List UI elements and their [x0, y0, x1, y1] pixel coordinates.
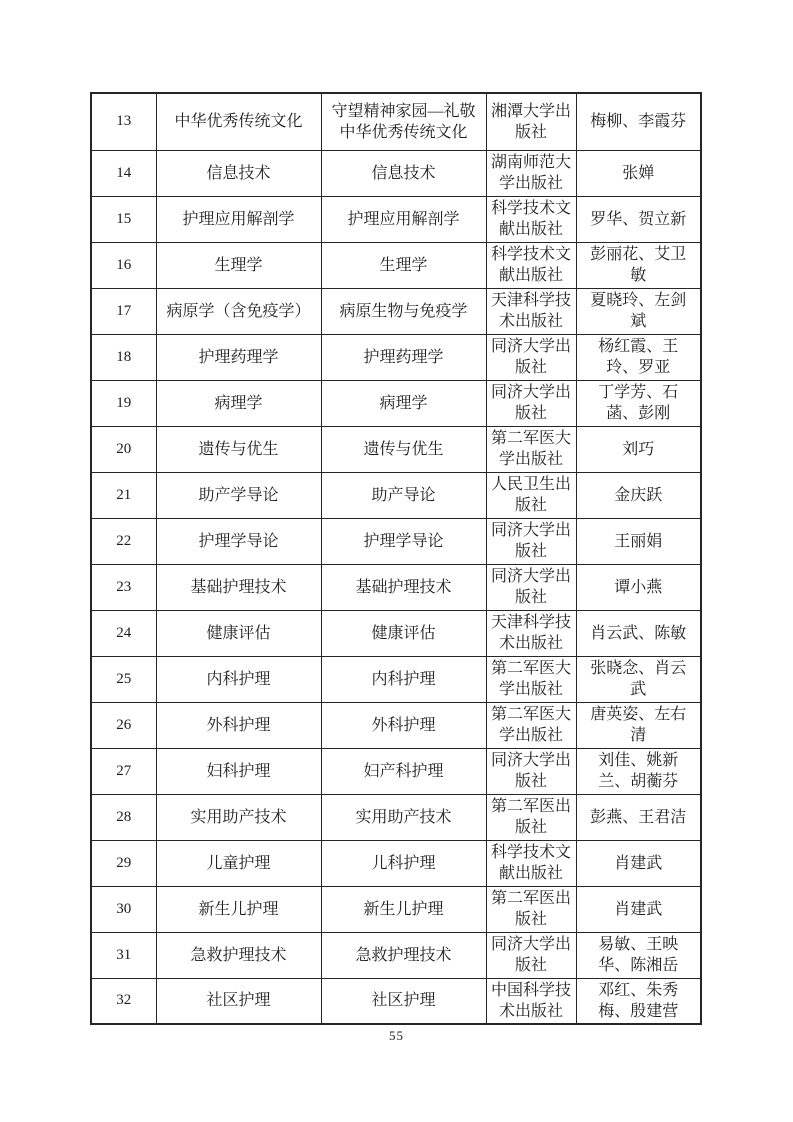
row-number-cell: 16 — [91, 242, 156, 288]
course-name-cell: 生理学 — [156, 242, 321, 288]
course-name-cell: 急救护理技术 — [156, 932, 321, 978]
publisher-cell: 湘潭大学出版社 — [486, 93, 576, 150]
course-name-cell: 健康评估 — [156, 610, 321, 656]
authors-cell: 刘佳、姚新兰、胡蘅芬 — [576, 748, 701, 794]
publisher-cell: 天津科学技术出版社 — [486, 610, 576, 656]
row-number-cell: 18 — [91, 334, 156, 380]
course-name-cell: 外科护理 — [156, 702, 321, 748]
authors-cell: 唐英姿、左右清 — [576, 702, 701, 748]
table-row — [91, 748, 701, 794]
publisher-cell: 同济大学出版社 — [486, 748, 576, 794]
row-number-cell: 14 — [91, 150, 156, 196]
authors-cell: 王丽娟 — [576, 518, 701, 564]
textbook-table — [90, 92, 702, 1025]
textbook-name-cell: 内科护理 — [321, 656, 486, 702]
textbook-name-cell: 遗传与优生 — [321, 426, 486, 472]
course-name-cell: 护理应用解剖学 — [156, 196, 321, 242]
authors-cell: 邓红、朱秀梅、殷建营 — [576, 978, 701, 1024]
table-row — [91, 242, 701, 288]
course-name-cell: 中华优秀传统文化 — [156, 93, 321, 150]
table-row — [91, 196, 701, 242]
textbook-name-cell: 儿科护理 — [321, 840, 486, 886]
row-number-cell: 28 — [91, 794, 156, 840]
textbook-name-cell: 外科护理 — [321, 702, 486, 748]
table-row — [91, 380, 701, 426]
authors-cell: 罗华、贺立新 — [576, 196, 701, 242]
publisher-cell: 第二军医大学出版社 — [486, 656, 576, 702]
row-number-cell: 17 — [91, 288, 156, 334]
textbook-name-cell: 护理药理学 — [321, 334, 486, 380]
course-name-cell: 信息技术 — [156, 150, 321, 196]
textbook-name-cell: 病理学 — [321, 380, 486, 426]
authors-cell: 肖建武 — [576, 840, 701, 886]
textbook-name-cell: 新生儿护理 — [321, 886, 486, 932]
table-row — [91, 150, 701, 196]
textbook-name-cell: 基础护理技术 — [321, 564, 486, 610]
authors-cell: 肖云武、陈敏 — [576, 610, 701, 656]
course-name-cell: 病原学（含免疫学） — [156, 288, 321, 334]
textbook-name-cell: 实用助产技术 — [321, 794, 486, 840]
authors-cell: 夏晓玲、左剑斌 — [576, 288, 701, 334]
authors-cell: 谭小燕 — [576, 564, 701, 610]
publisher-cell: 同济大学出版社 — [486, 380, 576, 426]
authors-cell: 丁学芳、石菡、彭刚 — [576, 380, 701, 426]
course-name-cell: 护理药理学 — [156, 334, 321, 380]
publisher-cell: 同济大学出版社 — [486, 518, 576, 564]
authors-cell: 杨红霞、王玲、罗亚 — [576, 334, 701, 380]
row-number-cell: 27 — [91, 748, 156, 794]
row-number-cell: 23 — [91, 564, 156, 610]
row-number-cell: 15 — [91, 196, 156, 242]
row-number-cell: 32 — [91, 978, 156, 1024]
textbook-name-cell: 助产导论 — [321, 472, 486, 518]
textbook-name-cell: 生理学 — [321, 242, 486, 288]
row-number-cell: 25 — [91, 656, 156, 702]
row-number-cell: 29 — [91, 840, 156, 886]
publisher-cell: 科学技术文献出版社 — [486, 242, 576, 288]
course-name-cell: 内科护理 — [156, 656, 321, 702]
course-name-cell: 病理学 — [156, 380, 321, 426]
textbook-name-cell: 社区护理 — [321, 978, 486, 1024]
authors-cell: 张婵 — [576, 150, 701, 196]
row-number-cell: 31 — [91, 932, 156, 978]
textbook-name-cell: 护理应用解剖学 — [321, 196, 486, 242]
table-row — [91, 93, 701, 150]
publisher-cell: 天津科学技术出版社 — [486, 288, 576, 334]
publisher-cell: 第二军医出版社 — [486, 794, 576, 840]
table-row — [91, 288, 701, 334]
course-name-cell: 新生儿护理 — [156, 886, 321, 932]
publisher-cell: 第二军医出版社 — [486, 886, 576, 932]
textbook-name-cell: 病原生物与免疫学 — [321, 288, 486, 334]
textbook-name-cell: 健康评估 — [321, 610, 486, 656]
table-row — [91, 932, 701, 978]
textbook-name-cell: 信息技术 — [321, 150, 486, 196]
page-number: 55 — [389, 1028, 404, 1043]
publisher-cell: 中国科学技术出版社 — [486, 978, 576, 1024]
authors-cell: 张晓念、肖云武 — [576, 656, 701, 702]
row-number-cell: 19 — [91, 380, 156, 426]
table-row — [91, 426, 701, 472]
row-number-cell: 24 — [91, 610, 156, 656]
course-name-cell: 社区护理 — [156, 978, 321, 1024]
authors-cell: 肖建武 — [576, 886, 701, 932]
textbook-name-cell: 守望精神家园—礼敬中华优秀传统文化 — [321, 93, 486, 150]
course-name-cell: 基础护理技术 — [156, 564, 321, 610]
textbook-name-cell: 急救护理技术 — [321, 932, 486, 978]
authors-cell: 梅柳、李霞芬 — [576, 93, 701, 150]
table-row — [91, 794, 701, 840]
table-row — [91, 564, 701, 610]
course-name-cell: 助产学导论 — [156, 472, 321, 518]
authors-cell: 金庆跃 — [576, 472, 701, 518]
publisher-cell: 科学技术文献出版社 — [486, 196, 576, 242]
course-name-cell: 妇科护理 — [156, 748, 321, 794]
row-number-cell: 13 — [91, 93, 156, 150]
authors-cell: 易敏、王映华、陈湘岳 — [576, 932, 701, 978]
table-row — [91, 518, 701, 564]
table-row — [91, 840, 701, 886]
table-row — [91, 886, 701, 932]
table-row — [91, 334, 701, 380]
course-name-cell: 实用助产技术 — [156, 794, 321, 840]
row-number-cell: 22 — [91, 518, 156, 564]
publisher-cell: 第二军医大学出版社 — [486, 426, 576, 472]
publisher-cell: 科学技术文献出版社 — [486, 840, 576, 886]
textbook-name-cell: 妇产科护理 — [321, 748, 486, 794]
course-name-cell: 遗传与优生 — [156, 426, 321, 472]
row-number-cell: 26 — [91, 702, 156, 748]
publisher-cell: 湖南师范大学出版社 — [486, 150, 576, 196]
table-row — [91, 702, 701, 748]
course-name-cell: 护理学导论 — [156, 518, 321, 564]
publisher-cell: 同济大学出版社 — [486, 932, 576, 978]
authors-cell: 彭燕、王君洁 — [576, 794, 701, 840]
course-name-cell: 儿童护理 — [156, 840, 321, 886]
textbook-name-cell: 护理学导论 — [321, 518, 486, 564]
row-number-cell: 21 — [91, 472, 156, 518]
row-number-cell: 30 — [91, 886, 156, 932]
authors-cell: 彭丽花、艾卫敏 — [576, 242, 701, 288]
publisher-cell: 人民卫生出版社 — [486, 472, 576, 518]
table-row — [91, 610, 701, 656]
publisher-cell: 同济大学出版社 — [486, 564, 576, 610]
table-row — [91, 978, 701, 1024]
publisher-cell: 同济大学出版社 — [486, 334, 576, 380]
table-row — [91, 656, 701, 702]
row-number-cell: 20 — [91, 426, 156, 472]
table-row — [91, 472, 701, 518]
publisher-cell: 第二军医大学出版社 — [486, 702, 576, 748]
authors-cell: 刘巧 — [576, 426, 701, 472]
